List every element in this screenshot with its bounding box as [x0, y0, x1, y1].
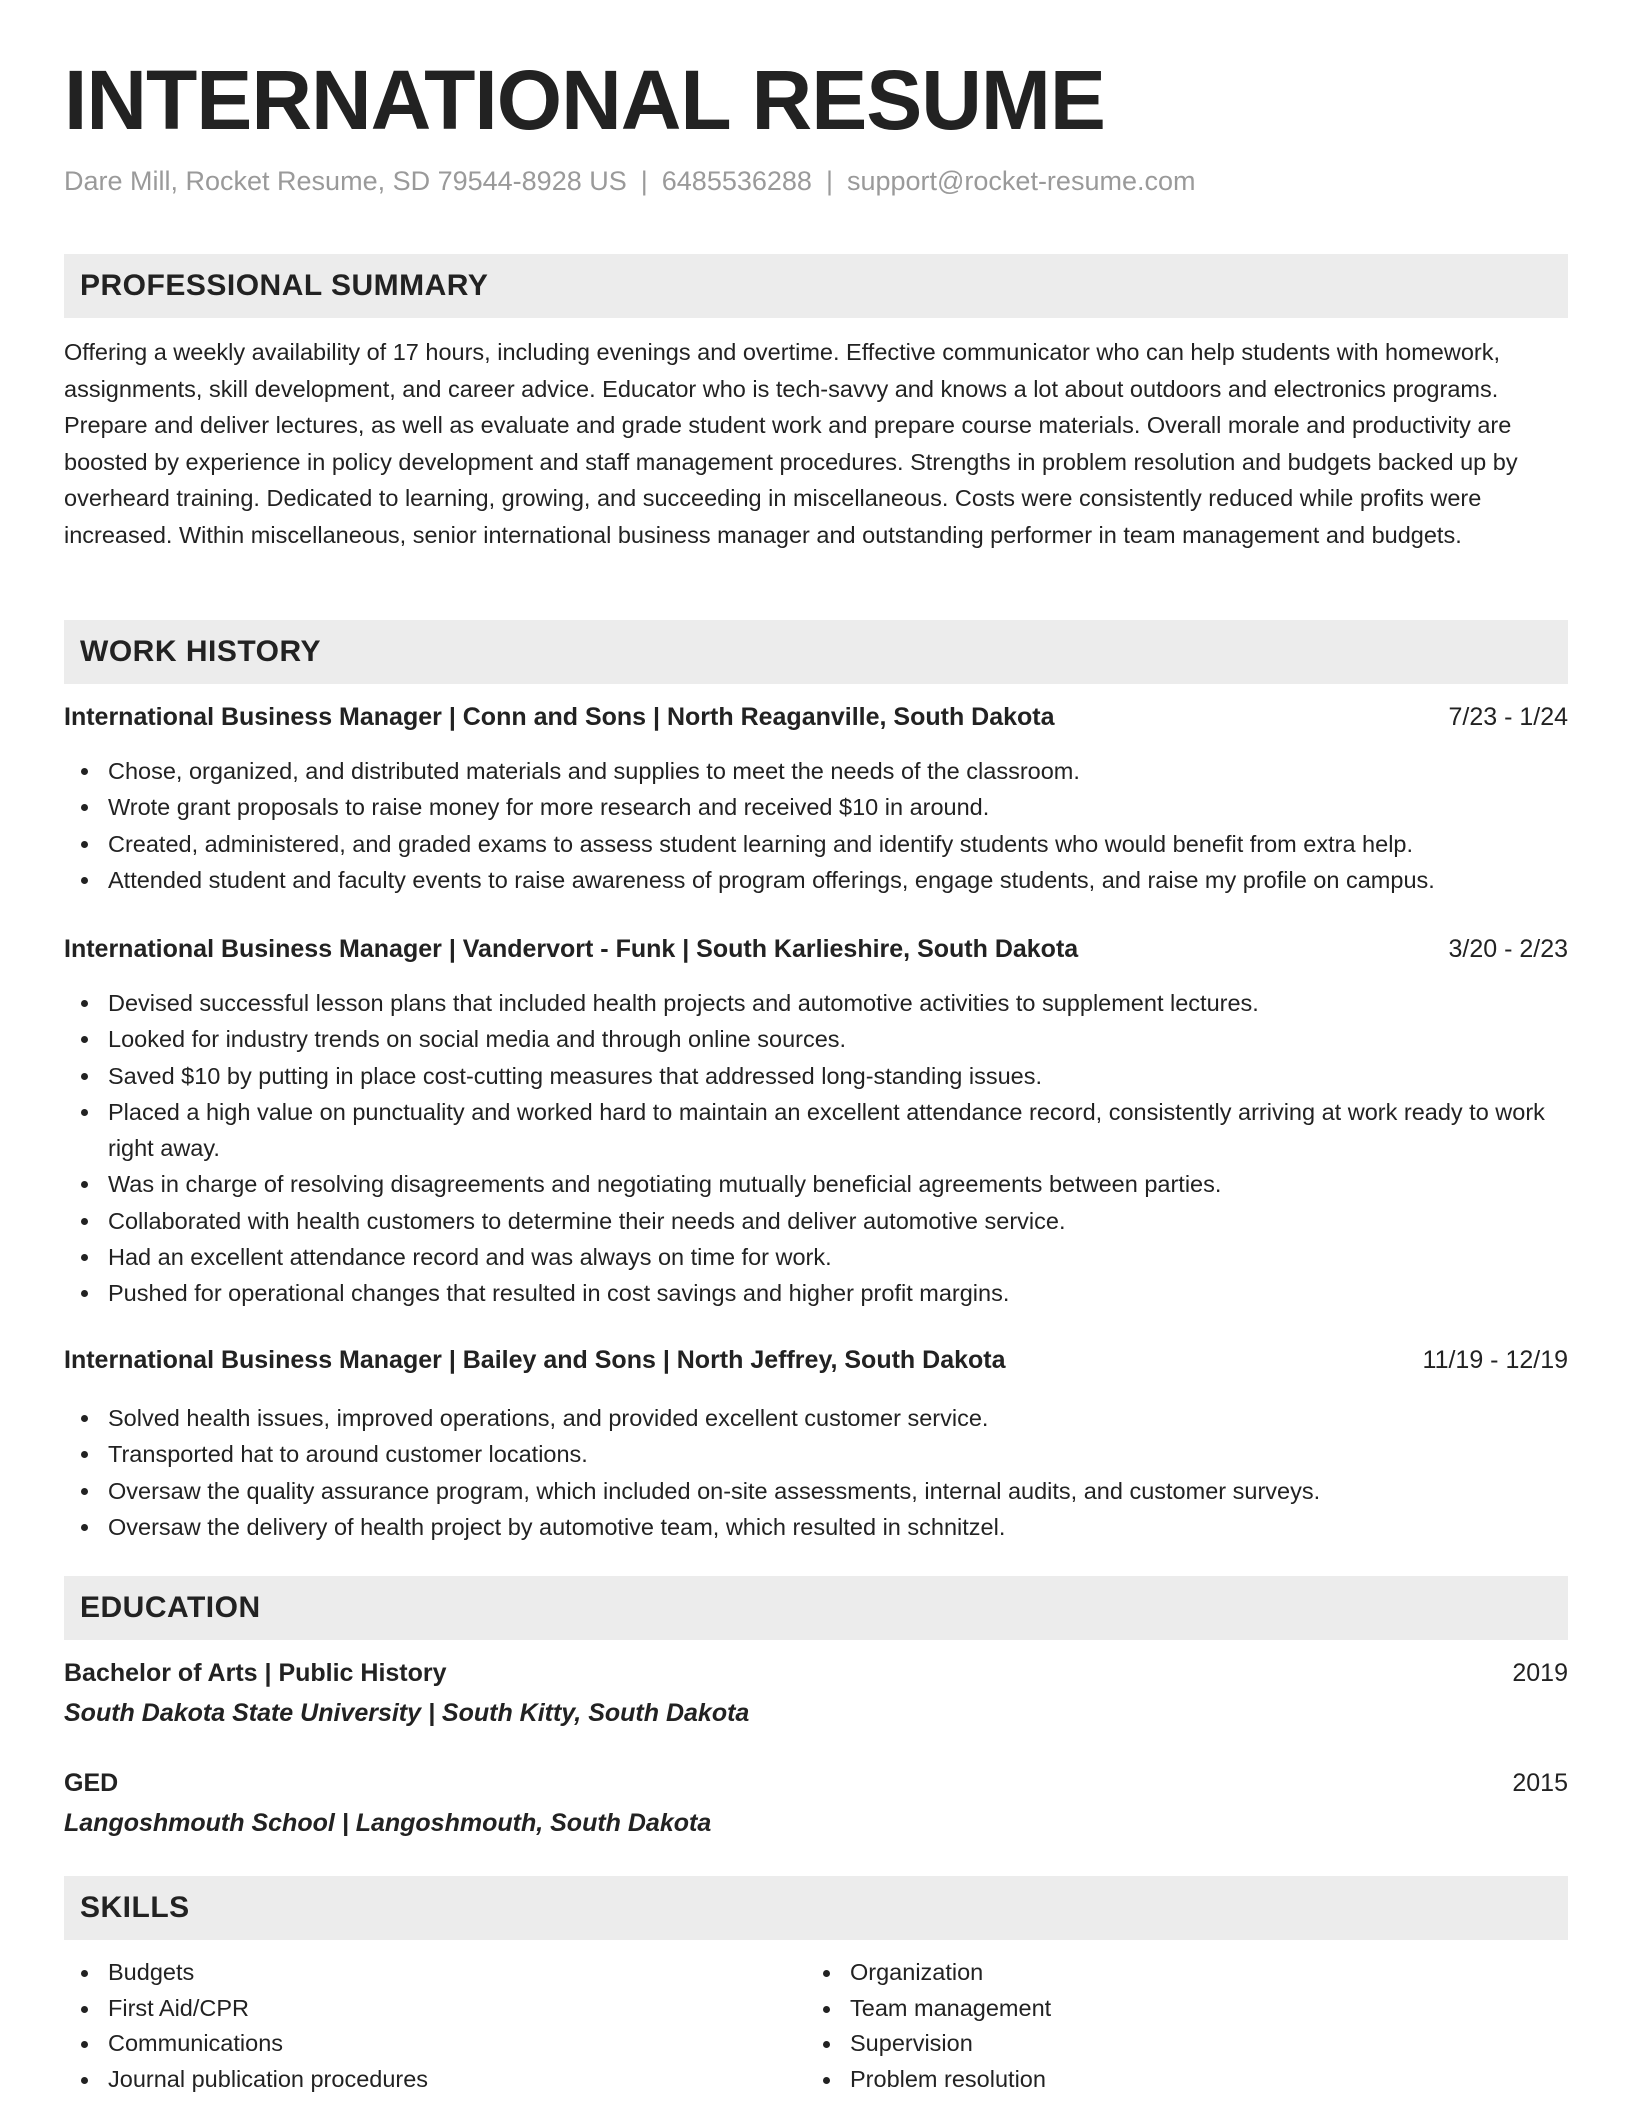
- contact-separator: |: [825, 166, 833, 196]
- skills-section-header: [64, 1876, 1568, 1940]
- job-bullet: Collaborated with health customers to determine their needs and deliver automotive service.: [64, 1203, 1568, 1239]
- job-dates: 3/20 - 2/23: [1448, 935, 1568, 963]
- education-header: [64, 1659, 1568, 1695]
- job-bullet: Transported hat to around customer locations.: [64, 1436, 1568, 1472]
- summary-section-header: [64, 254, 1568, 318]
- education-year: 2015: [1512, 1769, 1568, 1797]
- skill-item: Team management: [806, 1991, 1051, 2027]
- job-bullets: [64, 1400, 1568, 1545]
- skills-list-right: [806, 1955, 1051, 2097]
- job-title: International Business Manager | Vandervort - Funk | South Karlieshire, South Dakota: [64, 935, 1079, 963]
- contact-line: [64, 166, 1195, 197]
- resume-name: INTERNATIONAL RESUME: [64, 53, 1105, 147]
- job-bullet: Solved health issues, improved operations, and provided excellent customer service.: [64, 1400, 1568, 1436]
- job-title: International Business Manager | Conn and Sons | North Reaganville, South Dakota: [64, 703, 1055, 731]
- education-year: 2019: [1512, 1659, 1568, 1687]
- skill-item: Communications: [64, 2026, 428, 2062]
- job-header: [64, 935, 1568, 971]
- skill-item: Journal publication procedures: [64, 2062, 428, 2098]
- skill-item: Problem resolution: [806, 2062, 1051, 2098]
- education-degree: GED: [64, 1769, 119, 1797]
- job-bullet: Oversaw the delivery of health project by automotive team, which resulted in schnitzel.: [64, 1509, 1568, 1545]
- section-title: SKILLS: [80, 1891, 190, 1924]
- job-bullets: [64, 985, 1568, 1312]
- job-bullet: Had an excellent attendance record and was always on time for work.: [64, 1239, 1568, 1275]
- job-dates: 7/23 - 1/24: [1448, 703, 1568, 731]
- job-bullets: [64, 753, 1568, 898]
- job-bullet: Created, administered, and graded exams to assess student learning and identify students who would benefit from extra help.: [64, 826, 1568, 862]
- skill-item: Budgets: [64, 1955, 428, 1991]
- job-bullet: Chose, organized, and distributed materials and supplies to meet the needs of the classroom.: [64, 753, 1568, 789]
- job-bullet: Pushed for operational changes that resulted in cost savings and higher profit margins.: [64, 1275, 1568, 1311]
- job-bullet: Attended student and faculty events to raise awareness of program offerings, engage students, and raise my profile on campus.: [64, 862, 1568, 898]
- section-title: WORK HISTORY: [80, 635, 322, 668]
- job-bullet: Placed a high value on punctuality and worked hard to maintain an excellent attendance record, consistently arriving at work ready to work right away.: [64, 1094, 1568, 1167]
- job-bullet: Wrote grant proposals to raise money for more research and received $10 in around.: [64, 789, 1568, 825]
- education-school: Langoshmouth School | Langoshmouth, South Dakota: [64, 1809, 712, 1837]
- work-section-header: [64, 620, 1568, 684]
- contact-address: Dare Mill, Rocket Resume, SD 79544-8928 US: [64, 166, 627, 196]
- job-title: International Business Manager | Bailey and Sons | North Jeffrey, South Dakota: [64, 1346, 1006, 1374]
- education-school: South Dakota State University | South Kitty, South Dakota: [64, 1699, 750, 1727]
- skill-item: First Aid/CPR: [64, 1991, 428, 2027]
- contact-separator: |: [640, 166, 648, 196]
- contact-phone: 6485536288: [661, 166, 812, 196]
- skill-item: Organization: [806, 1955, 1051, 1991]
- section-title: EDUCATION: [80, 1591, 261, 1624]
- job-bullet: Saved $10 by putting in place cost-cutting measures that addressed long-standing issues.: [64, 1058, 1568, 1094]
- section-title: PROFESSIONAL SUMMARY: [80, 269, 489, 302]
- summary-text: Offering a weekly availability of 17 hours, including evenings and overtime. Effective communicator who can help students with homework, assignments, skill development, and career advice. Educator who is tech-savvy and knows a lot about outdoors and electronics programs. Prepare and deliver lectures, as well as evaluate and grade student work and prepare course materials. Overall morale and productivity are boosted by experience in policy development and staff management procedures. Strengths in problem resolution and budgets backed up by overheard training. Dedicated to learning, growing, and succeeding in miscellaneous. Costs were consistently reduced while profits were increased. Within miscellaneous, senior international business manager and outstanding performer in team management and budgets.: [64, 339, 1518, 548]
- education-header: [64, 1769, 1568, 1805]
- skill-item: Supervision: [806, 2026, 1051, 2062]
- skills-list-left: [64, 1955, 428, 2097]
- job-header: [64, 703, 1568, 739]
- education-degree: Bachelor of Arts | Public History: [64, 1659, 447, 1687]
- job-bullet: Devised successful lesson plans that included health projects and automotive activities to supplement lectures.: [64, 985, 1568, 1021]
- job-bullet: Looked for industry trends on social media and through online sources.: [64, 1021, 1568, 1057]
- job-bullet: Oversaw the quality assurance program, which included on-site assessments, internal audits, and customer surveys.: [64, 1473, 1568, 1509]
- contact-email: support@rocket-resume.com: [846, 166, 1196, 196]
- job-bullet: Was in charge of resolving disagreements and negotiating mutually beneficial agreements between parties.: [64, 1166, 1568, 1202]
- job-dates: 11/19 - 12/19: [1422, 1346, 1568, 1374]
- job-header: [64, 1346, 1568, 1382]
- education-section-header: [64, 1576, 1568, 1640]
